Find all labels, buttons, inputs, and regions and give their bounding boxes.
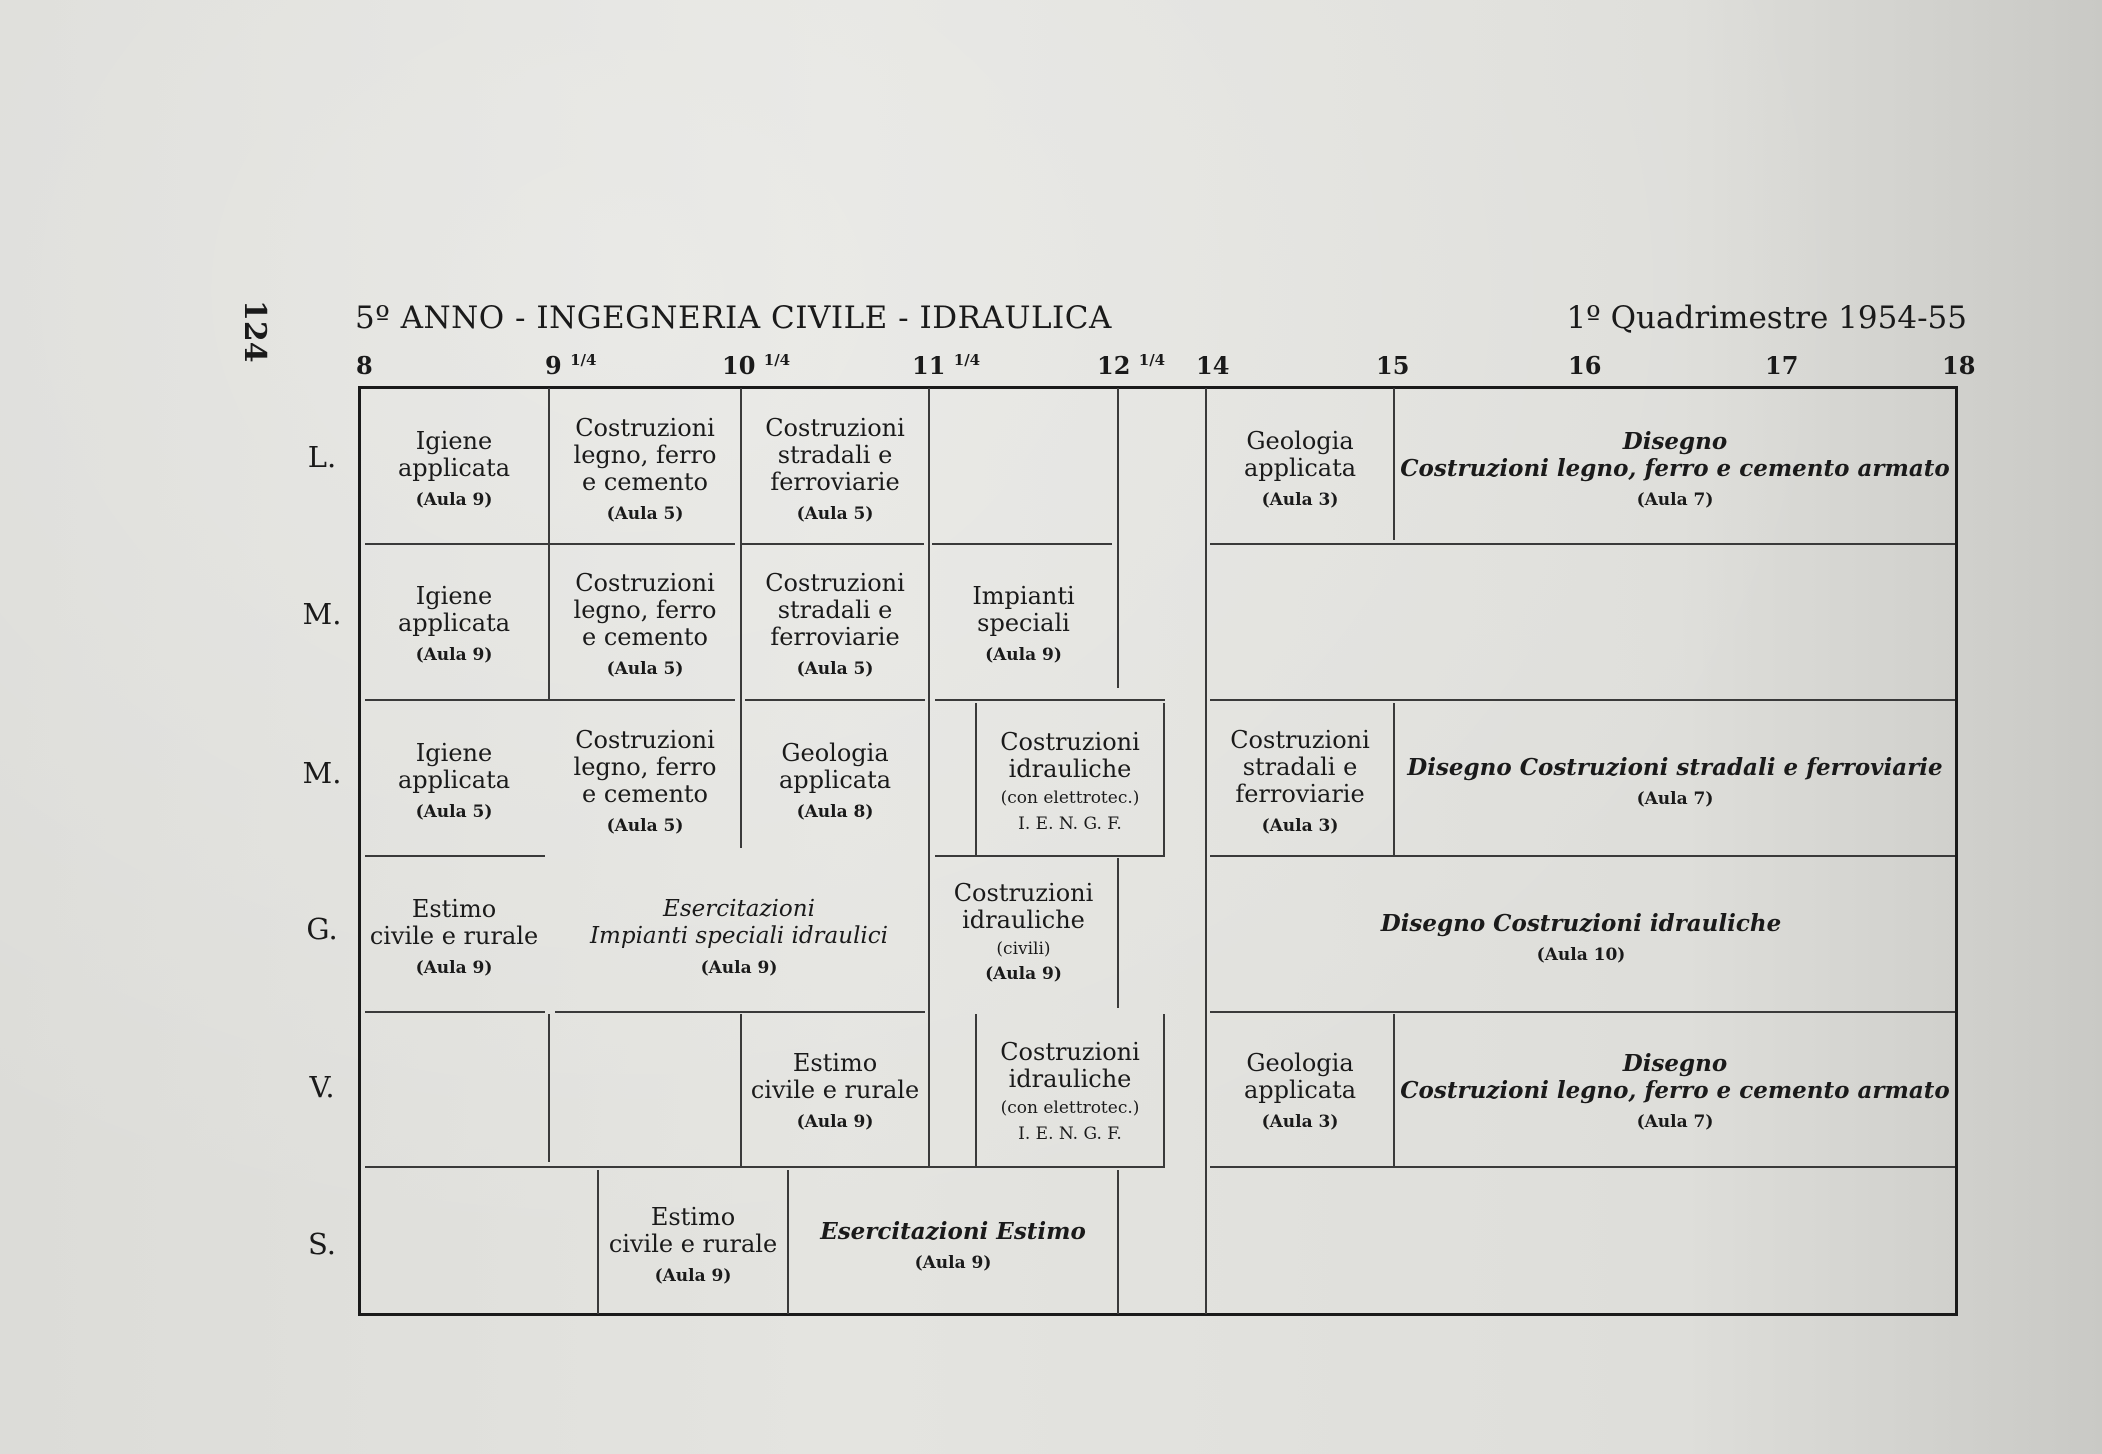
col-divider <box>1163 703 1165 855</box>
course-name: Costruzioni <box>1230 725 1370 754</box>
course-name: Costruzioni <box>765 568 905 597</box>
row-divider <box>1210 699 1955 701</box>
cell-mar-costruzioni-legno <box>550 555 740 695</box>
cell-lun-disegno <box>1395 400 1955 540</box>
room-label: (Aula 9) <box>415 645 493 665</box>
row-divider <box>742 543 924 545</box>
course-name: Impianti <box>972 582 1075 610</box>
page-number: 124 <box>237 300 272 363</box>
row-divider <box>552 543 732 545</box>
room-label: (Aula 9) <box>796 1112 874 1132</box>
course-name: Costruzioni <box>575 413 715 442</box>
tick-16: 16 <box>1568 351 1602 380</box>
cell-ven-estimo <box>742 1022 928 1162</box>
tick-14: 14 <box>1196 351 1230 380</box>
course-name: applicata <box>1243 454 1357 482</box>
course-name: stradali e <box>777 440 893 469</box>
tick-15: 15 <box>1376 351 1410 380</box>
cell-mer-disegno <box>1395 712 1955 852</box>
room-label: (Aula 10) <box>1536 944 1626 965</box>
room-label: (Aula 9) <box>985 964 1062 984</box>
term-label: 1º Quadrimestre 1954-55 <box>1566 300 1967 336</box>
row-divider <box>555 1011 925 1013</box>
cell-mer-costruzioni-stradali <box>1207 712 1393 852</box>
course-name: applicata <box>397 609 511 637</box>
course-name: Geologia <box>1246 427 1354 455</box>
course-name: ferroviarie <box>770 622 900 651</box>
course-name: idrauliche <box>1008 1065 1132 1093</box>
tick-8: 8 <box>356 351 373 380</box>
cell-sab-esercitazioni <box>789 1178 1117 1314</box>
page-title: 5º ANNO - INGEGNERIA CIVILE - IDRAULICA <box>355 300 1112 336</box>
course-name: Disegno Costruzioni stradali e ferroviarie <box>1407 753 1943 781</box>
row-divider <box>1210 543 1955 545</box>
course-name: civile e rurale <box>750 1076 920 1104</box>
cell-mar-costruzioni-stradali <box>742 555 928 695</box>
row-divider <box>365 1011 545 1013</box>
course-name: civile e rurale <box>608 1230 778 1258</box>
cell-lun-costruzioni-legno <box>550 400 740 540</box>
room-label: (Aula 7) <box>1636 490 1714 510</box>
course-note: (con elettrotec.) <box>1000 788 1140 808</box>
col-divider <box>548 1014 550 1162</box>
cell-mer-geologia <box>742 712 928 852</box>
day-venerdi: V. <box>309 1070 335 1104</box>
room-label: (Aula 9) <box>700 958 778 978</box>
cell-mer-costruzioni-legno <box>550 712 740 852</box>
course-name: stradali e <box>777 595 893 624</box>
course-name: ferroviarie <box>770 467 900 496</box>
course-name: Costruzioni <box>575 568 715 597</box>
course-name: legno, ferro <box>573 595 717 624</box>
course-name: Impianti speciali idraulici <box>589 923 889 949</box>
course-name: applicata <box>397 766 511 794</box>
cell-ven-costruzioni-idrauliche <box>977 1022 1163 1162</box>
tick-12-quarter: 12 $^{1/4}$ <box>1097 351 1166 380</box>
row-divider <box>365 699 735 701</box>
cell-gio-estimo <box>360 868 548 1008</box>
room-label: (Aula 3) <box>1261 490 1339 510</box>
course-name: Igiene <box>415 427 493 455</box>
course-name: Costruzioni <box>765 413 905 442</box>
room-label: (Aula 9) <box>985 645 1062 665</box>
row-divider <box>932 543 1112 545</box>
course-name: idrauliche <box>962 906 1085 934</box>
day-martedi: M. <box>302 597 342 631</box>
cell-lun-geologia <box>1207 400 1393 540</box>
cell-mer-costruzioni-idrauliche <box>977 712 1163 852</box>
room-label: (Aula 7) <box>1636 788 1714 809</box>
course-name: Geologia <box>781 739 889 767</box>
room-label: (Aula 7) <box>1636 1112 1714 1132</box>
room-label: (Aula 5) <box>606 815 684 836</box>
course-name: Costruzioni <box>953 879 1094 907</box>
course-note: (civili) <box>996 939 1051 959</box>
course-name: e cemento <box>582 467 708 496</box>
course-name: Disegno Costruzioni idrauliche <box>1380 909 1782 937</box>
room-label: (Aula 9) <box>654 1266 732 1286</box>
row-divider <box>1210 1011 1955 1013</box>
room-label: (Aula 5) <box>606 503 684 524</box>
course-name: speciali <box>977 609 1070 637</box>
course-name: Disegno <box>1622 1050 1728 1077</box>
day-sabato: S. <box>307 1227 337 1261</box>
course-name: applicata <box>1243 1076 1357 1104</box>
course-name: e cemento <box>582 779 708 808</box>
room-label: (Aula 5) <box>796 658 874 679</box>
tick-10-quarter: 10 $^{1/4}$ <box>722 351 791 380</box>
cell-lun-igiene <box>360 400 548 540</box>
course-name: idrauliche <box>1008 755 1132 783</box>
course-name: Estimo <box>411 895 497 923</box>
room-label: (Aula 5) <box>796 503 874 524</box>
course-name: ferroviarie <box>1235 779 1365 808</box>
course-name: civile e rurale <box>369 922 539 950</box>
room-label: (Aula 9) <box>415 958 493 978</box>
row-divider <box>1210 1166 1955 1168</box>
cell-sab-estimo <box>599 1178 787 1314</box>
room-label: (Aula 9) <box>415 490 493 510</box>
cell-mar-igiene <box>360 555 548 695</box>
cell-mar-impianti-speciali <box>930 555 1117 695</box>
course-name: applicata <box>397 454 511 482</box>
tick-17: 17 <box>1765 351 1799 380</box>
course-name: Igiene <box>415 739 493 767</box>
row-divider <box>935 855 1165 857</box>
course-name: stradali e <box>1242 752 1358 781</box>
course-name: Costruzioni <box>1000 728 1140 756</box>
course-name: Geologia <box>1246 1049 1354 1077</box>
course-note: I. E. N. G. F. <box>1018 814 1122 834</box>
room-label: (Aula 5) <box>415 802 493 822</box>
row-divider <box>365 1166 1165 1168</box>
tick-18: 18 <box>1942 351 1976 380</box>
cell-gio-disegno <box>1207 868 1955 1008</box>
cell-gio-costruzioni-idrauliche <box>930 858 1117 1008</box>
row-divider <box>935 699 1165 701</box>
course-name: Esercitazioni Estimo <box>820 1217 1086 1245</box>
room-label: (Aula 9) <box>914 1252 992 1273</box>
room-label: (Aula 3) <box>1261 1112 1339 1132</box>
room-label: (Aula 3) <box>1261 815 1339 836</box>
course-name: Disegno <box>1622 428 1728 455</box>
cell-gio-esercitazioni <box>550 868 928 1008</box>
course-name: e cemento <box>582 622 708 651</box>
col-divider <box>928 388 930 1166</box>
row-divider <box>365 855 545 857</box>
course-name: Costruzioni <box>575 725 715 754</box>
cell-ven-geologia <box>1207 1022 1393 1162</box>
tick-9-quarter: 9 $^{1/4}$ <box>545 351 597 380</box>
course-name: Esercitazioni <box>663 896 815 922</box>
day-giovedi: G. <box>306 912 338 946</box>
cell-lun-costruzioni-stradali <box>742 400 928 540</box>
course-name: Estimo <box>650 1203 736 1231</box>
course-name: legno, ferro <box>573 440 717 469</box>
col-divider <box>1163 1014 1165 1166</box>
course-note: (con elettrotec.) <box>1000 1098 1140 1118</box>
course-name: Igiene <box>415 582 493 610</box>
course-name: Costruzioni legno, ferro e cemento armato <box>1400 1077 1950 1104</box>
col-divider <box>1117 388 1119 688</box>
day-mercoledi: M. <box>302 756 342 790</box>
day-lunedi: L. <box>307 440 337 474</box>
col-divider <box>1117 1170 1119 1314</box>
course-name: applicata <box>778 766 892 794</box>
cell-mer-igiene <box>360 712 548 852</box>
col-divider <box>1117 858 1119 1008</box>
row-divider <box>1210 855 1955 857</box>
course-note: I. E. N. G. F. <box>1018 1124 1122 1144</box>
course-name: Costruzioni <box>1000 1038 1140 1066</box>
course-name: legno, ferro <box>573 752 717 781</box>
course-name: Estimo <box>792 1049 878 1077</box>
row-divider <box>745 699 925 701</box>
cell-ven-disegno <box>1395 1022 1955 1162</box>
tick-11-quarter: 11 $^{1/4}$ <box>912 351 981 380</box>
room-label: (Aula 8) <box>796 802 874 822</box>
room-label: (Aula 5) <box>606 658 684 679</box>
course-name: Costruzioni legno, ferro e cemento armato <box>1400 455 1950 482</box>
